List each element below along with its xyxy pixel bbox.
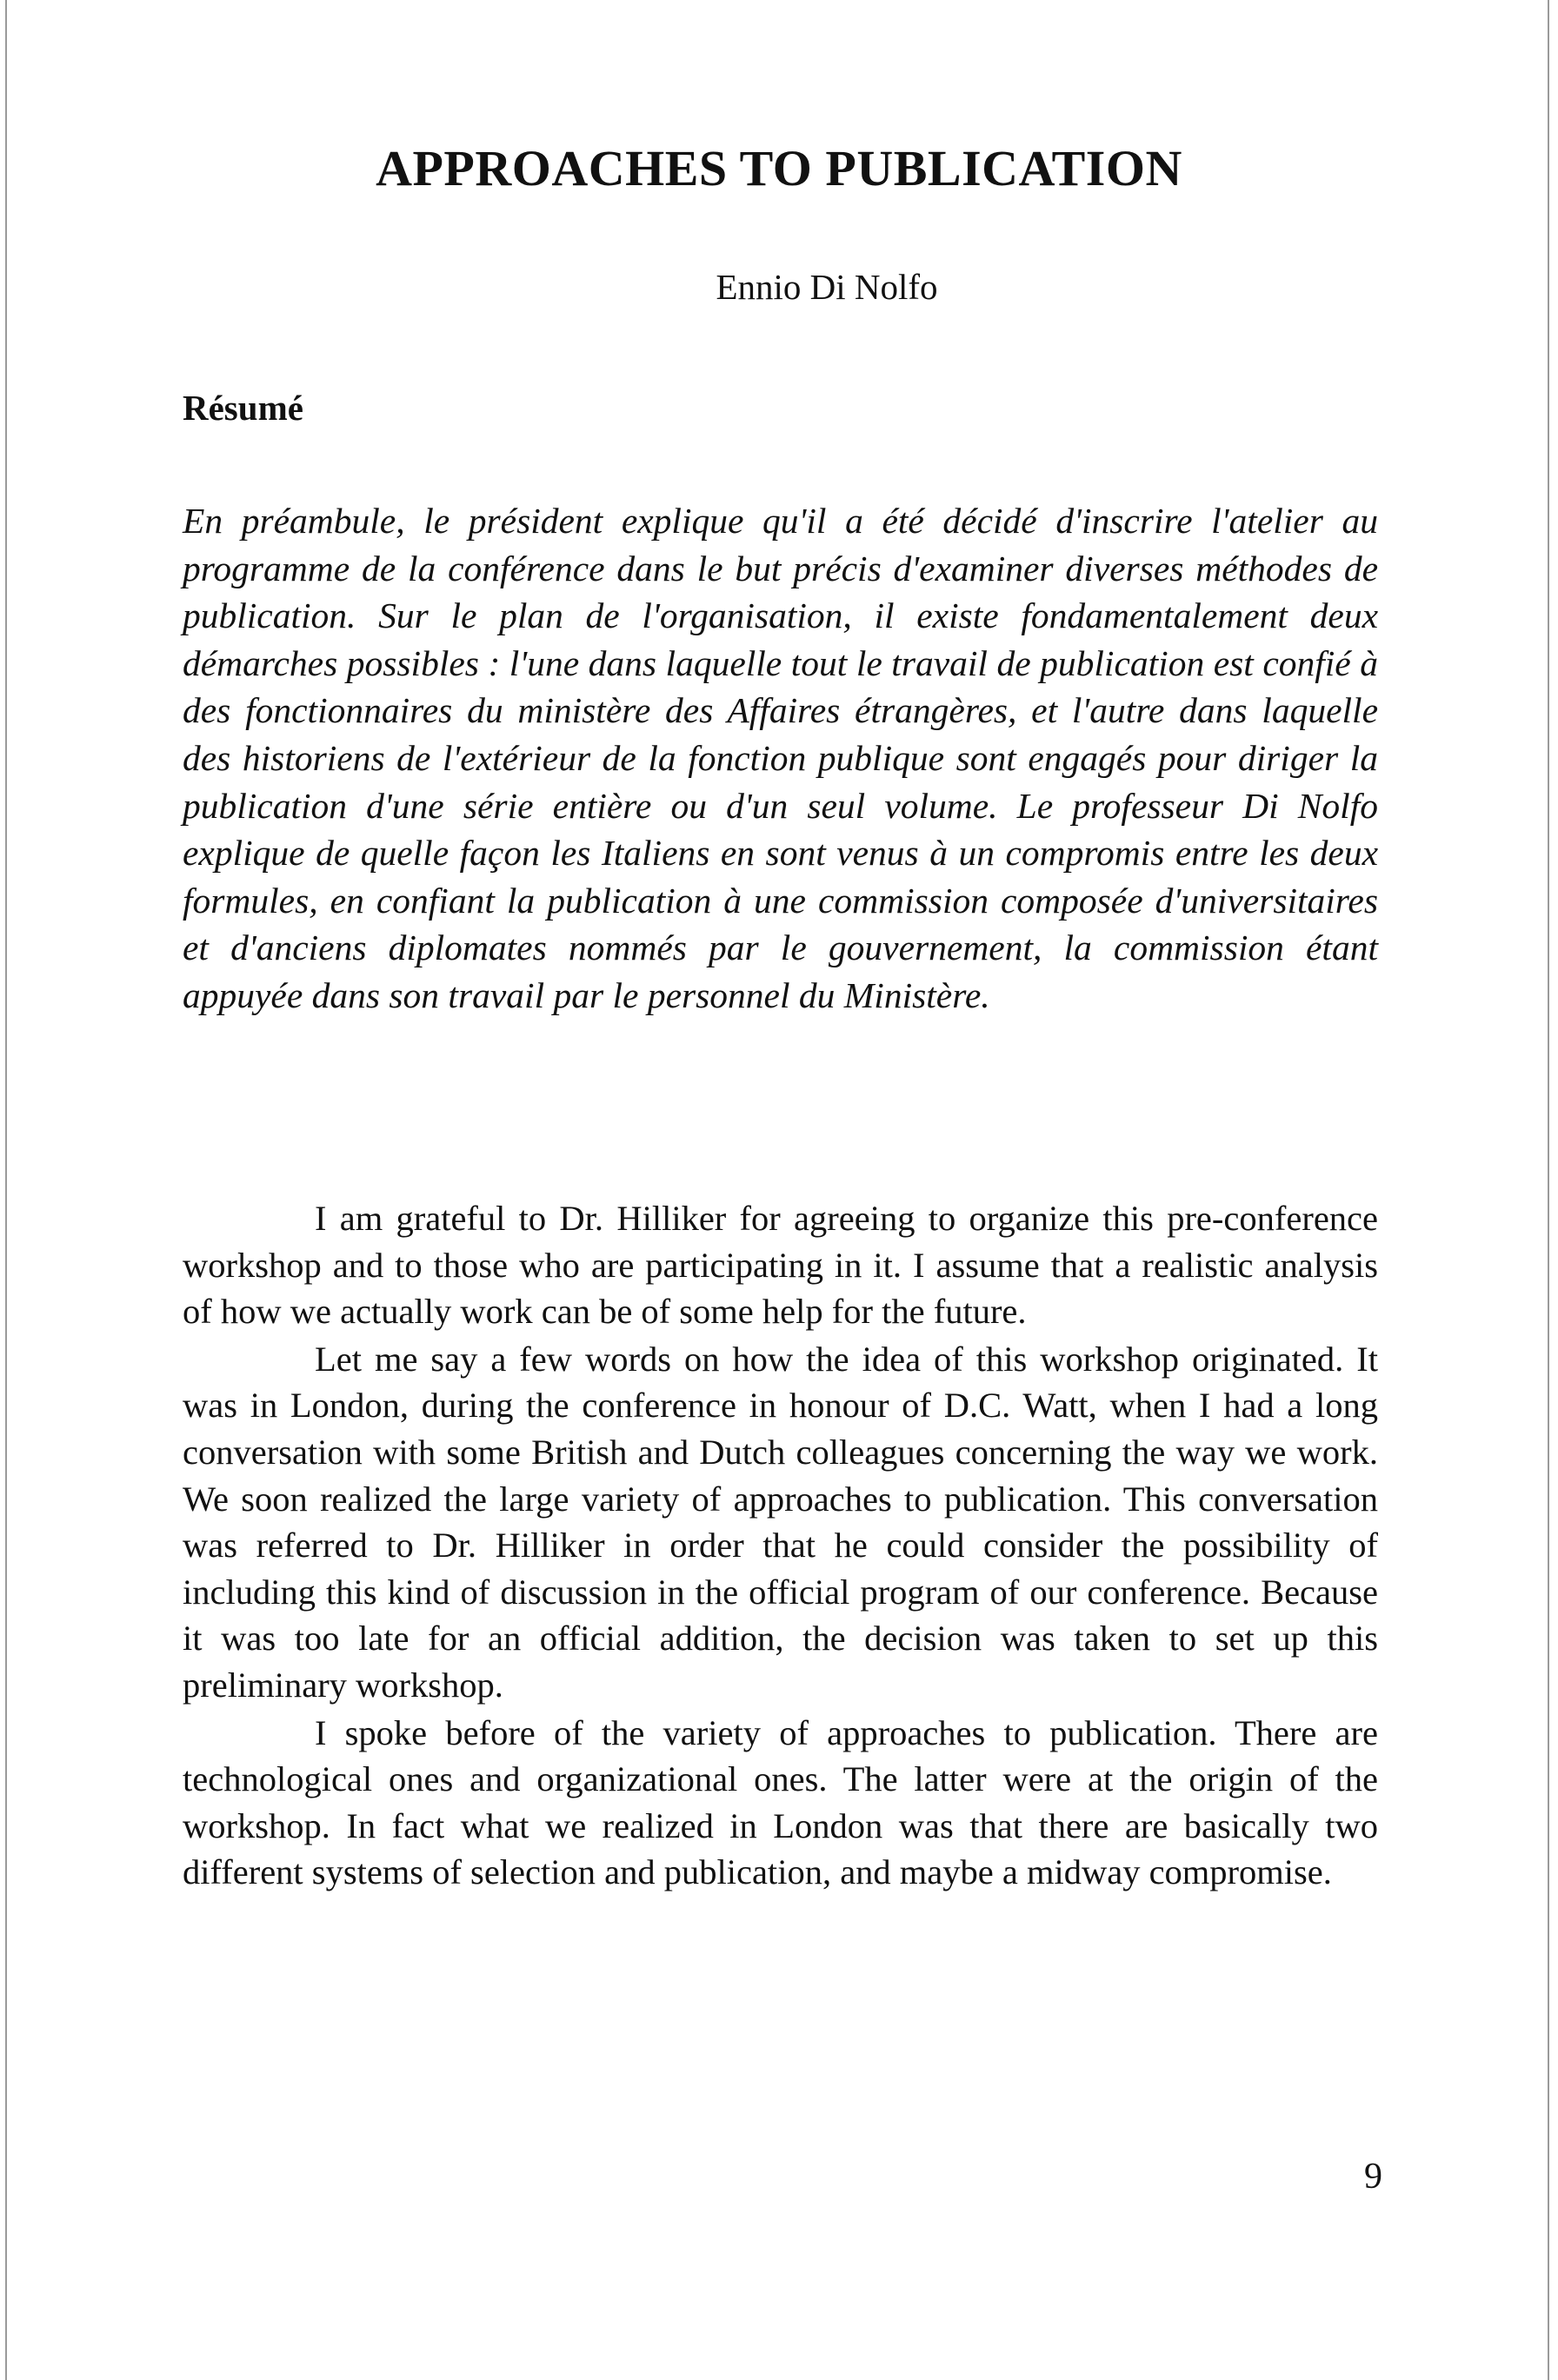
body-paragraph-1: I am grateful to Dr. Hilliker for agreeing to organize this pre-conference workshop and to those who are participating in it. I assume that a realistic analysis of how we actually work can be of some help for the future. <box>183 1199 1378 1332</box>
author-name: Ennio Di Nolfo <box>716 267 938 307</box>
scan-edge-left <box>5 0 7 2380</box>
abstract-heading: Résumé <box>183 388 303 428</box>
page-number: 9 <box>1364 2157 1382 2197</box>
page-title: APPROACHES TO PUBLICATION <box>376 140 1182 196</box>
body-paragraph-3: I spoke before of the variety of approaches to publication. There are technological ones and organizational ones. The latter were at the origin of the workshop. In fact what we realized in London was that there are basically two different systems of selection and publication, and maybe a midway compromise. <box>183 1712 1378 1892</box>
body-paragraph-2: Let me say a few words on how the idea of this workshop originated. It was in London, during the conference in honour of D.C. Watt, when I had a long conversation with some British and Dutch colleagues concerning the way we work. We soon realized the large variety of approaches to publication. This conversation was referred to Dr. Hilliker in order that he could consider the possibility of including this kind of discussion in the official program of our conference. Because it was too late for an official addition, the decision was taken to set up this preliminary workshop. <box>183 1339 1378 1705</box>
abstract-text: En préambule, le président explique qu'il a été décidé d'inscrire l'atelier au programme de la conférence dans le but précis d'examiner diverses méthodes de publication. Sur le plan de l'organisation, il existe fondamentalement deux démarches possibles : l'une dans laquelle tout le travail de publication est confié à des fonctionnaires du ministère des Affaires étrangères, et l'autre dans laquelle des historiens de l'extérieur de la fonction publique sont engagés pour diriger la publication d'une série entière ou d'un seul volume. Le professeur Di Nolfo explique de quelle façon les Italiens en sont venus à un compromis entre les deux formules, en confiant la publication à une commission composée d'universitaires et d'anciens diplomates nommés par le gouvernement, la commission étant appuyée dans son travail par le personnel du Ministère. <box>183 501 1378 1015</box>
body-text <box>183 1195 1378 1896</box>
scan-edge-right <box>1548 0 1549 2380</box>
